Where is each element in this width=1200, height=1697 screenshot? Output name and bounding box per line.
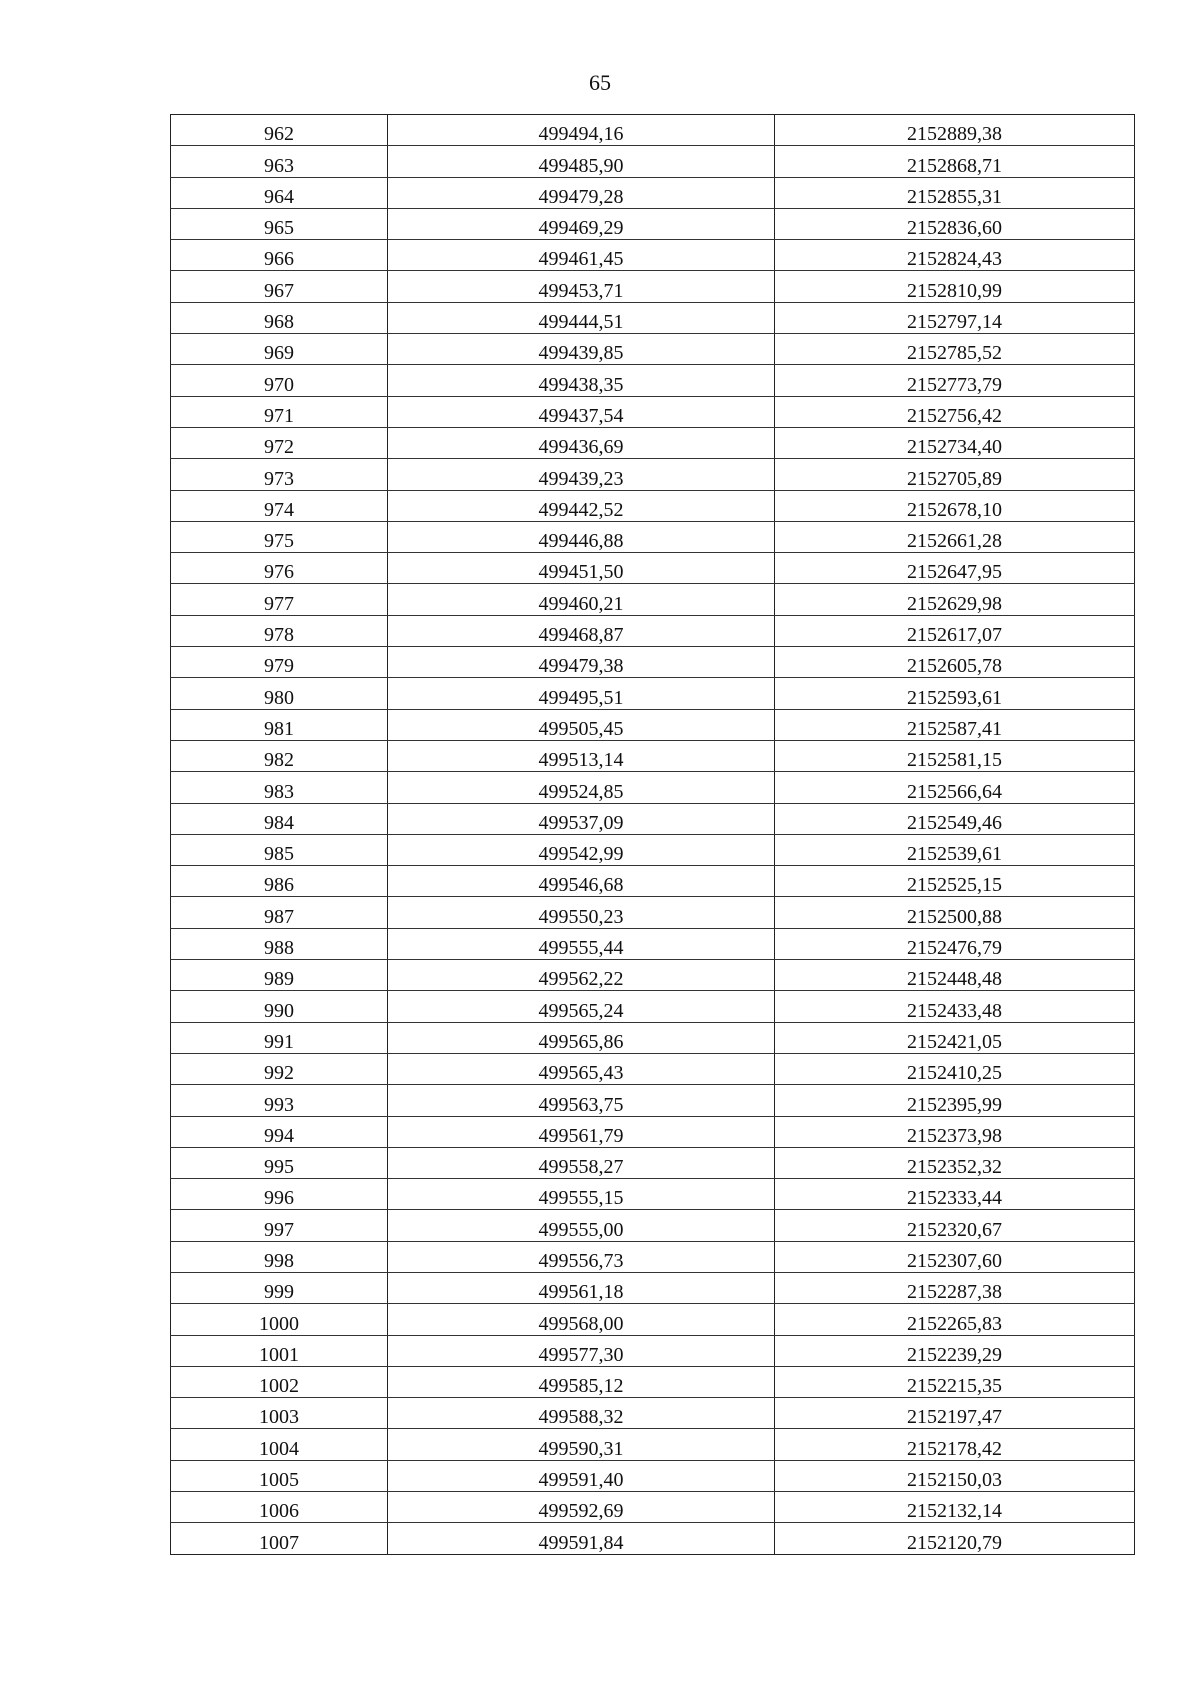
x-coordinate-cell: 499565,24 (388, 991, 775, 1022)
x-coordinate-cell: 499555,15 (388, 1179, 775, 1210)
table-row (171, 1022, 1135, 1053)
table-row (171, 897, 1135, 928)
y-coordinate-cell: 2152889,38 (775, 115, 1135, 146)
table-row (171, 1398, 1135, 1429)
x-coordinate-cell: 499565,86 (388, 1022, 775, 1053)
table-row (171, 1210, 1135, 1241)
point-number-cell: 998 (171, 1241, 388, 1272)
table-row (171, 240, 1135, 271)
x-coordinate-cell: 499513,14 (388, 740, 775, 771)
table-row (171, 991, 1135, 1022)
x-coordinate-cell: 499565,43 (388, 1053, 775, 1084)
y-coordinate-cell: 2152855,31 (775, 177, 1135, 208)
point-number-cell: 985 (171, 834, 388, 865)
y-coordinate-cell: 2152150,03 (775, 1460, 1135, 1491)
table-row (171, 803, 1135, 834)
x-coordinate-cell: 499591,40 (388, 1460, 775, 1491)
table-row (171, 678, 1135, 709)
point-number-cell: 971 (171, 396, 388, 427)
point-number-cell: 1001 (171, 1335, 388, 1366)
y-coordinate-cell: 2152647,95 (775, 553, 1135, 584)
table-row (171, 960, 1135, 991)
x-coordinate-cell: 499558,27 (388, 1147, 775, 1178)
x-coordinate-cell: 499505,45 (388, 709, 775, 740)
point-number-cell: 1007 (171, 1523, 388, 1554)
x-coordinate-cell: 499550,23 (388, 897, 775, 928)
point-number-cell: 963 (171, 146, 388, 177)
x-coordinate-cell: 499479,38 (388, 647, 775, 678)
point-number-cell: 1000 (171, 1304, 388, 1335)
table-row (171, 834, 1135, 865)
x-coordinate-cell: 499436,69 (388, 427, 775, 458)
table-row (171, 365, 1135, 396)
y-coordinate-cell: 2152836,60 (775, 208, 1135, 239)
y-coordinate-cell: 2152629,98 (775, 584, 1135, 615)
y-coordinate-cell: 2152549,46 (775, 803, 1135, 834)
table-row (171, 553, 1135, 584)
point-number-cell: 999 (171, 1272, 388, 1303)
y-coordinate-cell: 2152587,41 (775, 709, 1135, 740)
table-row (171, 115, 1135, 146)
x-coordinate-cell: 499591,84 (388, 1523, 775, 1554)
y-coordinate-cell: 2152705,89 (775, 459, 1135, 490)
page-number: 65 (589, 70, 611, 95)
point-number-cell: 964 (171, 177, 388, 208)
y-coordinate-cell: 2152797,14 (775, 302, 1135, 333)
x-coordinate-cell: 499555,00 (388, 1210, 775, 1241)
x-coordinate-cell: 499542,99 (388, 834, 775, 865)
table-row (171, 1179, 1135, 1210)
x-coordinate-cell: 499444,51 (388, 302, 775, 333)
point-number-cell: 989 (171, 960, 388, 991)
x-coordinate-cell: 499437,54 (388, 396, 775, 427)
y-coordinate-cell: 2152539,61 (775, 834, 1135, 865)
point-number-cell: 993 (171, 1085, 388, 1116)
point-number-cell: 981 (171, 709, 388, 740)
table-row (171, 490, 1135, 521)
table-row (171, 1147, 1135, 1178)
point-number-cell: 962 (171, 115, 388, 146)
x-coordinate-cell: 499494,16 (388, 115, 775, 146)
table-row (171, 615, 1135, 646)
table-row (171, 1335, 1135, 1366)
y-coordinate-cell: 2152566,64 (775, 772, 1135, 803)
point-number-cell: 1004 (171, 1429, 388, 1460)
x-coordinate-cell: 499485,90 (388, 146, 775, 177)
y-coordinate-cell: 2152868,71 (775, 146, 1135, 177)
point-number-cell: 973 (171, 459, 388, 490)
point-number-cell: 995 (171, 1147, 388, 1178)
coordinates-table (170, 114, 1135, 1555)
y-coordinate-cell: 2152824,43 (775, 240, 1135, 271)
table-row (171, 709, 1135, 740)
point-number-cell: 975 (171, 521, 388, 552)
point-number-cell: 966 (171, 240, 388, 271)
table-row (171, 647, 1135, 678)
point-number-cell: 984 (171, 803, 388, 834)
point-number-cell: 1006 (171, 1492, 388, 1523)
y-coordinate-cell: 2152448,48 (775, 960, 1135, 991)
y-coordinate-cell: 2152395,99 (775, 1085, 1135, 1116)
x-coordinate-cell: 499561,79 (388, 1116, 775, 1147)
x-coordinate-cell: 499495,51 (388, 678, 775, 709)
point-number-cell: 982 (171, 740, 388, 771)
point-number-cell: 1003 (171, 1398, 388, 1429)
x-coordinate-cell: 499592,69 (388, 1492, 775, 1523)
table-row (171, 740, 1135, 771)
point-number-cell: 997 (171, 1210, 388, 1241)
table-row (171, 1492, 1135, 1523)
x-coordinate-cell: 499562,22 (388, 960, 775, 991)
y-coordinate-cell: 2152320,67 (775, 1210, 1135, 1241)
table-row (171, 1523, 1135, 1554)
x-coordinate-cell: 499537,09 (388, 803, 775, 834)
y-coordinate-cell: 2152785,52 (775, 334, 1135, 365)
x-coordinate-cell: 499568,00 (388, 1304, 775, 1335)
x-coordinate-cell: 499590,31 (388, 1429, 775, 1460)
y-coordinate-cell: 2152373,98 (775, 1116, 1135, 1147)
y-coordinate-cell: 2152581,15 (775, 740, 1135, 771)
x-coordinate-cell: 499461,45 (388, 240, 775, 271)
point-number-cell: 990 (171, 991, 388, 1022)
x-coordinate-cell: 499555,44 (388, 928, 775, 959)
x-coordinate-cell: 499585,12 (388, 1366, 775, 1397)
x-coordinate-cell: 499469,29 (388, 208, 775, 239)
x-coordinate-cell: 499439,23 (388, 459, 775, 490)
y-coordinate-cell: 2152410,25 (775, 1053, 1135, 1084)
y-coordinate-cell: 2152132,14 (775, 1492, 1135, 1523)
point-number-cell: 976 (171, 553, 388, 584)
y-coordinate-cell: 2152265,83 (775, 1304, 1135, 1335)
y-coordinate-cell: 2152178,42 (775, 1429, 1135, 1460)
x-coordinate-cell: 499556,73 (388, 1241, 775, 1272)
point-number-cell: 986 (171, 866, 388, 897)
point-number-cell: 1005 (171, 1460, 388, 1491)
y-coordinate-cell: 2152239,29 (775, 1335, 1135, 1366)
x-coordinate-cell: 499577,30 (388, 1335, 775, 1366)
point-number-cell: 979 (171, 647, 388, 678)
y-coordinate-cell: 2152197,47 (775, 1398, 1135, 1429)
x-coordinate-cell: 499451,50 (388, 553, 775, 584)
y-coordinate-cell: 2152421,05 (775, 1022, 1135, 1053)
table-row (171, 1272, 1135, 1303)
point-number-cell: 987 (171, 897, 388, 928)
y-coordinate-cell: 2152307,60 (775, 1241, 1135, 1272)
y-coordinate-cell: 2152756,42 (775, 396, 1135, 427)
table-row (171, 459, 1135, 490)
y-coordinate-cell: 2152500,88 (775, 897, 1135, 928)
table-row (171, 1085, 1135, 1116)
table-row (171, 427, 1135, 458)
y-coordinate-cell: 2152734,40 (775, 427, 1135, 458)
y-coordinate-cell: 2152120,79 (775, 1523, 1135, 1554)
x-coordinate-cell: 499460,21 (388, 584, 775, 615)
x-coordinate-cell: 499468,87 (388, 615, 775, 646)
x-coordinate-cell: 499446,88 (388, 521, 775, 552)
table-row (171, 1053, 1135, 1084)
point-number-cell: 996 (171, 1179, 388, 1210)
point-number-cell: 974 (171, 490, 388, 521)
table-row (171, 302, 1135, 333)
table-row (171, 1304, 1135, 1335)
table-row (171, 584, 1135, 615)
point-number-cell: 1002 (171, 1366, 388, 1397)
y-coordinate-cell: 2152593,61 (775, 678, 1135, 709)
table-row (171, 271, 1135, 302)
x-coordinate-cell: 499561,18 (388, 1272, 775, 1303)
x-coordinate-cell: 499588,32 (388, 1398, 775, 1429)
table-row (171, 1366, 1135, 1397)
y-coordinate-cell: 2152333,44 (775, 1179, 1135, 1210)
point-number-cell: 977 (171, 584, 388, 615)
y-coordinate-cell: 2152678,10 (775, 490, 1135, 521)
y-coordinate-cell: 2152605,78 (775, 647, 1135, 678)
x-coordinate-cell: 499546,68 (388, 866, 775, 897)
y-coordinate-cell: 2152287,38 (775, 1272, 1135, 1303)
x-coordinate-cell: 499442,52 (388, 490, 775, 521)
table-row (171, 334, 1135, 365)
table-row (171, 396, 1135, 427)
point-number-cell: 969 (171, 334, 388, 365)
coordinates-table-body (171, 115, 1135, 1555)
x-coordinate-cell: 499524,85 (388, 772, 775, 803)
point-number-cell: 972 (171, 427, 388, 458)
table-row (171, 177, 1135, 208)
y-coordinate-cell: 2152617,07 (775, 615, 1135, 646)
y-coordinate-cell: 2152773,79 (775, 365, 1135, 396)
x-coordinate-cell: 499563,75 (388, 1085, 775, 1116)
point-number-cell: 988 (171, 928, 388, 959)
point-number-cell: 978 (171, 615, 388, 646)
table-row (171, 208, 1135, 239)
table-row (171, 1460, 1135, 1491)
point-number-cell: 968 (171, 302, 388, 333)
point-number-cell: 994 (171, 1116, 388, 1147)
y-coordinate-cell: 2152352,32 (775, 1147, 1135, 1178)
x-coordinate-cell: 499479,28 (388, 177, 775, 208)
table-row (171, 1241, 1135, 1272)
point-number-cell: 970 (171, 365, 388, 396)
y-coordinate-cell: 2152525,15 (775, 866, 1135, 897)
point-number-cell: 965 (171, 208, 388, 239)
table-row (171, 1116, 1135, 1147)
table-row (171, 146, 1135, 177)
y-coordinate-cell: 2152810,99 (775, 271, 1135, 302)
x-coordinate-cell: 499439,85 (388, 334, 775, 365)
point-number-cell: 983 (171, 772, 388, 803)
y-coordinate-cell: 2152476,79 (775, 928, 1135, 959)
table-row (171, 928, 1135, 959)
table-row (171, 866, 1135, 897)
point-number-cell: 967 (171, 271, 388, 302)
table-row (171, 1429, 1135, 1460)
y-coordinate-cell: 2152661,28 (775, 521, 1135, 552)
point-number-cell: 992 (171, 1053, 388, 1084)
point-number-cell: 980 (171, 678, 388, 709)
x-coordinate-cell: 499453,71 (388, 271, 775, 302)
table-row (171, 772, 1135, 803)
y-coordinate-cell: 2152433,48 (775, 991, 1135, 1022)
table-row (171, 521, 1135, 552)
x-coordinate-cell: 499438,35 (388, 365, 775, 396)
y-coordinate-cell: 2152215,35 (775, 1366, 1135, 1397)
point-number-cell: 991 (171, 1022, 388, 1053)
